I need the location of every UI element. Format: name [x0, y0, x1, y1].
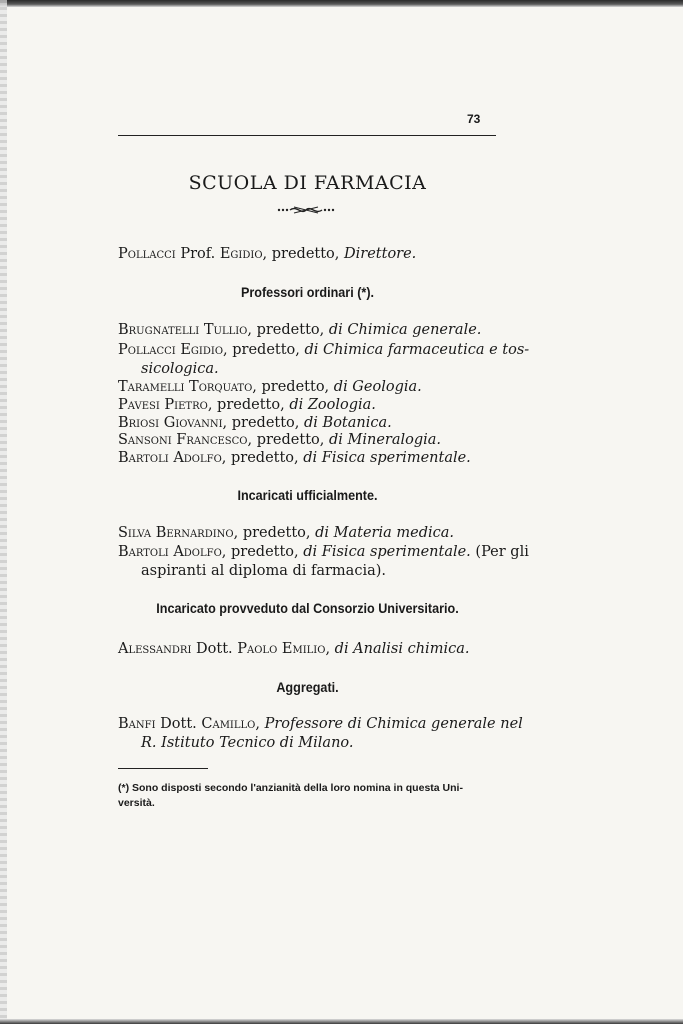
- entry-subject: di Mineralogia.: [328, 432, 442, 448]
- entry-line: [118, 432, 441, 448]
- entry-surname: Silva: [118, 525, 152, 541]
- header-rule: [118, 135, 496, 136]
- director-title: Prof.: [180, 246, 216, 262]
- entry-line: [118, 641, 469, 657]
- entry-subject: di Analisi chimica.: [334, 641, 470, 657]
- entry-name: Francesco,: [176, 432, 253, 448]
- entry-surname: Banfi: [118, 716, 156, 732]
- footnote-rule: [118, 768, 208, 769]
- entry-subject: di Chimica generale.: [328, 322, 482, 338]
- heading-incaricati: Incaricati ufficialmente.: [237, 487, 378, 503]
- entry-subject-cont: R. Istituto Tecnico di Milano.: [141, 735, 354, 751]
- entry-line: [118, 544, 529, 560]
- entry-surname: Pavesi: [118, 397, 160, 413]
- director-note: predetto,: [271, 246, 340, 262]
- entry-subject: di Botanica.: [304, 415, 392, 431]
- entry-name: Camillo,: [201, 716, 260, 732]
- entry-extra-cont: aspiranti al diploma di farmacia).: [141, 563, 386, 579]
- entry-line: [118, 450, 471, 466]
- entry-note: predetto,: [261, 379, 330, 395]
- entry-note: predetto,: [242, 525, 311, 541]
- page-number: 73: [467, 112, 481, 126]
- entry-continuation: [141, 563, 386, 579]
- entry-line: [118, 342, 529, 358]
- entry-name: Tullio,: [203, 322, 252, 338]
- entry-subject: di Chimica farmaceutica e tos-: [304, 342, 530, 358]
- entry-line: [118, 322, 481, 338]
- entry-line: [118, 415, 392, 431]
- entry-subject: di Fisica sperimentale.: [303, 544, 471, 560]
- entry-line: [118, 716, 523, 732]
- entry-note: predetto,: [231, 415, 300, 431]
- entry-subject: Professore di Chimica generale nel: [264, 716, 523, 732]
- entry-subject: di Fisica sperimentale.: [303, 450, 471, 466]
- director-first-name: Egidio,: [219, 246, 268, 262]
- page-top-edge: [0, 0, 683, 7]
- entry-line: [118, 525, 454, 541]
- entry-note: predetto,: [256, 432, 325, 448]
- entry-name: Bernardino,: [155, 525, 239, 541]
- heading-consorzio: Incaricato provveduto dal Consorzio Universitario.: [156, 600, 459, 616]
- director-role: Direttore.: [344, 246, 417, 262]
- director-line: [118, 246, 416, 262]
- director-surname: Pollacci: [118, 246, 176, 262]
- entry-line: [118, 397, 376, 413]
- entry-surname: Taramelli: [118, 379, 185, 395]
- entry-extra: (Per gli: [475, 544, 529, 560]
- entry-surname: Brugnatelli: [118, 322, 200, 338]
- entry-line: [118, 379, 422, 395]
- entry-name: Torquato,: [189, 379, 257, 395]
- entry-name: Adolfo,: [173, 544, 227, 560]
- ornament-icon: [276, 203, 336, 217]
- entry-name: Adolfo,: [173, 450, 227, 466]
- entry-continuation: [141, 361, 219, 377]
- entry-note: predetto,: [256, 322, 325, 338]
- entry-surname: Briosi: [118, 415, 160, 431]
- entry-name: Paolo Emilio,: [237, 641, 331, 657]
- entry-continuation: [141, 735, 354, 751]
- entry-title: Dott.: [160, 716, 197, 732]
- entry-surname: Bartoli: [118, 544, 169, 560]
- entry-note: predetto,: [217, 397, 285, 413]
- entry-surname: Sansoni: [118, 432, 172, 448]
- entry-surname: Pollacci: [118, 342, 176, 358]
- entry-title: Dott.: [196, 641, 233, 657]
- entry-note: predetto,: [232, 342, 300, 358]
- heading-professori-ordinari: Professori ordinari (*).: [240, 284, 375, 300]
- entry-name: Giovanni,: [163, 415, 228, 431]
- page-title: SCUOLA DI FARMACIA: [188, 172, 427, 194]
- entry-subject-cont: sicologica.: [141, 361, 219, 377]
- entry-subject: di Zoologia.: [289, 397, 376, 413]
- entry-surname: Bartoli: [118, 450, 169, 466]
- page-bottom-edge: [0, 1019, 683, 1024]
- heading-aggregati: Aggregati.: [276, 679, 339, 695]
- entry-name: Pietro,: [164, 397, 213, 413]
- entry-name: Egidio,: [180, 342, 228, 358]
- footnote-line-2: versità.: [118, 797, 155, 809]
- page-left-edge: [0, 0, 7, 1024]
- entry-subject: di Materia medica.: [315, 525, 454, 541]
- entry-subject: di Geologia.: [333, 379, 422, 395]
- entry-note: predetto,: [231, 544, 299, 560]
- entry-surname: Alessandri: [118, 641, 192, 657]
- footnote-line-1: (*) Sono disposti secondo l'anzianità della loro nomina in questa Uni-: [118, 782, 463, 794]
- entry-note: predetto,: [231, 450, 299, 466]
